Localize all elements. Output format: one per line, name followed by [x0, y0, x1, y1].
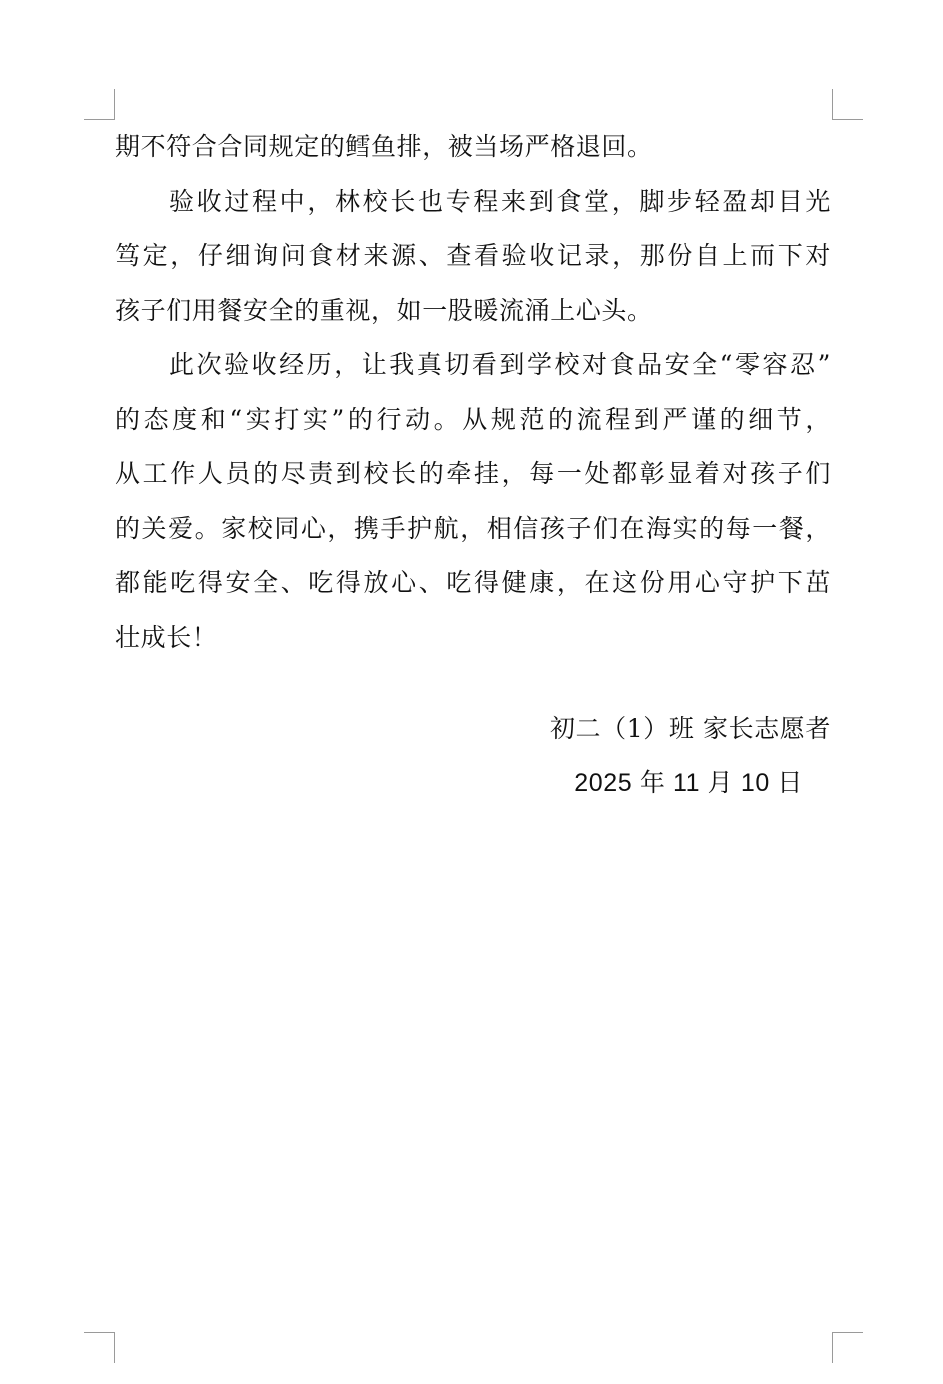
corner-mark-top-left — [84, 89, 115, 120]
letter-body — [115, 120, 831, 665]
signature-author: 初二（1）班 家长志愿者 — [549, 714, 831, 743]
corner-mark-bottom-right — [832, 1332, 863, 1363]
paragraph-line: 的态度和“实打实”的行动。从规范的流程到严谨的细节， — [115, 404, 831, 434]
paragraph-line: 从工作人员的尽责到校长的牵挂，每一处都彰显着对孩子们 — [115, 459, 831, 488]
corner-mark-bottom-left — [84, 1332, 115, 1363]
paragraph-line: 期不符合合同规定的鳕鱼排，被当场严格退回。 — [115, 132, 653, 161]
paragraph-line: 验收过程中，林校长也专程来到食堂，脚步轻盈却目光 — [169, 186, 831, 216]
paragraph-line: 都能吃得安全、吃得放心、吃得健康，在这份用心守护下茁 — [115, 568, 831, 597]
paragraph-line: 孩子们用餐安全的重视，如一股暖流涌上心头。 — [115, 295, 653, 325]
paragraph-line: 的关爱。家校同心，携手护航，相信孩子们在海实的每一餐， — [115, 513, 831, 543]
paragraph-line: 此次验收经历，让我真切看到学校对食品安全“零容忍” — [169, 350, 831, 379]
corner-mark-top-right — [832, 89, 863, 120]
signature-date: 2025 年 11 月 10 日 — [574, 769, 803, 797]
paragraph-line: 笃定，仔细询问食材来源、查看验收记录，那份自上而下对 — [115, 241, 831, 270]
paragraph-line: 壮成长！ — [115, 622, 218, 652]
